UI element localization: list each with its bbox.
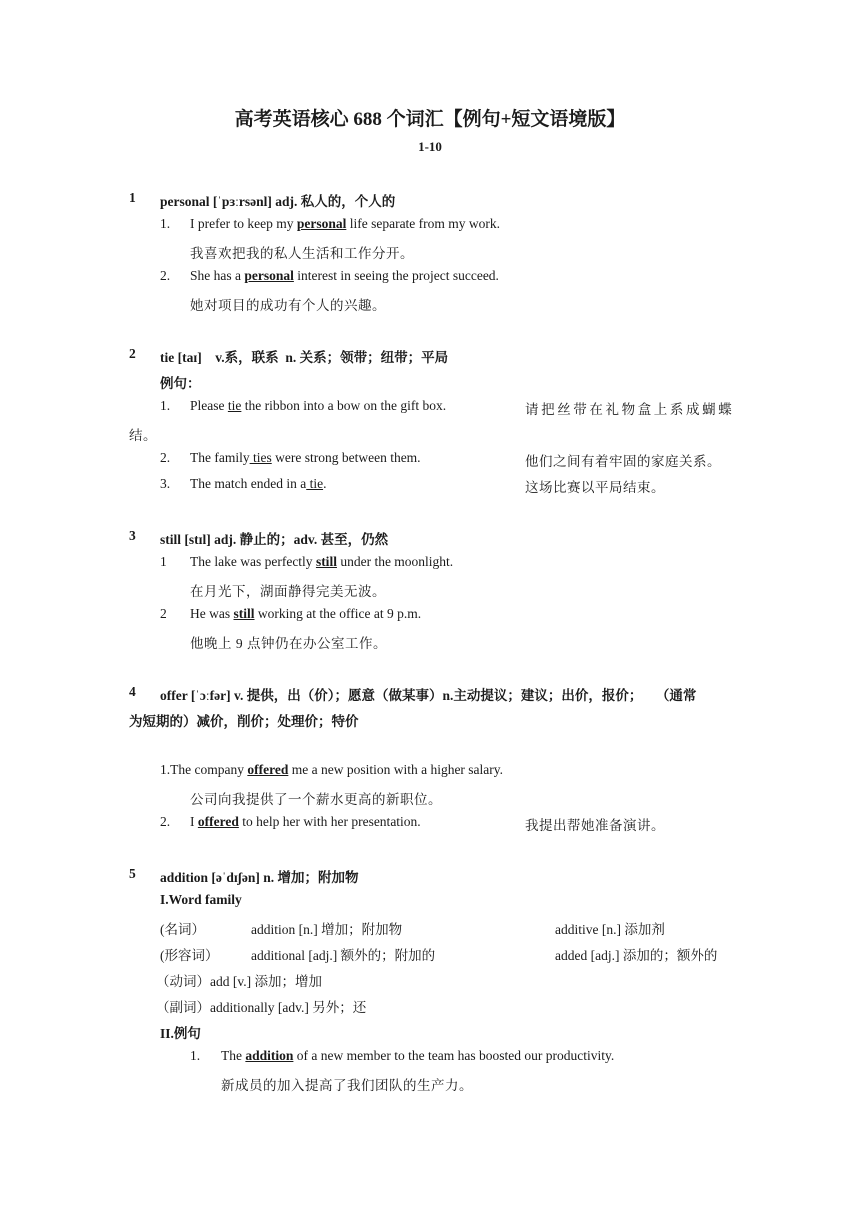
entry-number: 5 — [129, 866, 136, 881]
word-family-adjective: additional [adj.] 额外的；附加的 — [251, 948, 436, 963]
entry-number: 2 — [129, 346, 136, 361]
document-title: 高考英语核心 688 个词汇【例句+短文语境版】 — [234, 109, 626, 130]
entry-number: 1 — [129, 190, 136, 205]
example-sentence: Please tie the ribbon into a bow on the gift box. — [190, 398, 447, 413]
entry-headword-continued: 为短期的）减价，削价；处理价；特价 — [129, 714, 359, 729]
example-translation: 她对项目的成功有个人的兴趣。 — [190, 298, 386, 313]
entry-headword: offer [ˈɔːfər] v. 提供，出（价）；愿意（做某事）n.主动提议；建议；出价，报价； （通常 — [160, 688, 697, 703]
entry-number: 4 — [129, 684, 136, 699]
example-number: 1. — [160, 216, 171, 231]
example-translation: 请把丝带在礼物盒上系成蝴蝶 — [525, 402, 735, 417]
example-number: 2. — [160, 814, 171, 829]
example-number: 1. — [160, 398, 171, 413]
entry-headword: addition [əˈdɪʃən] n. 增加；附加物 — [160, 870, 359, 885]
example-sentence: The lake was perfectly still under the moonlight. — [190, 554, 454, 569]
word-family-noun: addition [n.] 增加；附加物 — [251, 922, 403, 937]
entry-headword: personal [ˈpɜːrsənl] adj. 私人的，个人的 — [160, 194, 396, 209]
word-family-adjective: added [adj.] 添加的；额外的 — [555, 948, 718, 963]
example-sentence: She has a personal interest in seeing the project succeed. — [190, 268, 499, 283]
example-sentence: The addition of a new member to the team has boosted our productivity. — [221, 1048, 615, 1063]
example-translation: 在月光下，湖面静得完美无波。 — [190, 584, 386, 599]
examples-label: 例句： — [160, 376, 201, 391]
word-family-adj-label: (形容词） — [160, 948, 219, 963]
example-number: 2. — [160, 450, 171, 465]
entry-headword: tie [taɪ] v.系，联系 n. 关系；领带；纽带；平局 — [160, 350, 449, 365]
example-translation: 我喜欢把我的私人生活和工作分开。 — [190, 246, 414, 261]
example-sentence: 1.The company offered me a new position with a higher salary. — [160, 762, 504, 777]
example-sentence: I prefer to keep my personal life separate from my work. — [190, 216, 501, 231]
document-subtitle: 1-10 — [418, 139, 442, 154]
example-number: 2 — [160, 606, 167, 621]
example-sentence: I offered to help her with her presentation. — [190, 814, 421, 829]
entry-headword: still [stɪl] adj. 静止的；adv. 甚至，仍然 — [160, 532, 389, 547]
word-family-verb: （动词）add [v.] 添加；增加 — [156, 974, 322, 989]
example-number: 1 — [160, 554, 167, 569]
entry-number: 3 — [129, 528, 136, 543]
example-translation-continued: 结。 — [129, 428, 157, 443]
example-translation: 他们之间有着牢固的家庭关系。 — [525, 454, 721, 469]
word-family-noun: additive [n.] 添加剂 — [555, 922, 665, 937]
example-number: 1. — [190, 1048, 201, 1063]
word-family-adverb: （副词）additionally [adv.] 另外；还 — [156, 1000, 367, 1015]
example-translation: 公司向我提供了一个薪水更高的新职位。 — [190, 792, 442, 807]
example-translation: 这场比赛以平局结束。 — [525, 480, 665, 495]
example-number: 3. — [160, 476, 171, 491]
word-family-heading: I.Word family — [160, 892, 242, 907]
example-sentence: The family ties were strong between them. — [190, 450, 421, 465]
example-translation: 新成员的加入提高了我们团队的生产力。 — [221, 1078, 473, 1093]
example-translation: 他晚上 9 点钟仍在办公室工作。 — [190, 636, 387, 651]
example-sentence: The match ended in a tie. — [190, 476, 327, 491]
examples-heading: II.例句 — [160, 1026, 201, 1041]
word-family-noun-label: (名词） — [160, 922, 205, 937]
example-translation: 我提出帮她准备演讲。 — [525, 818, 665, 833]
example-sentence: He was still working at the office at 9 p.m. — [190, 606, 422, 621]
example-number: 2. — [160, 268, 171, 283]
